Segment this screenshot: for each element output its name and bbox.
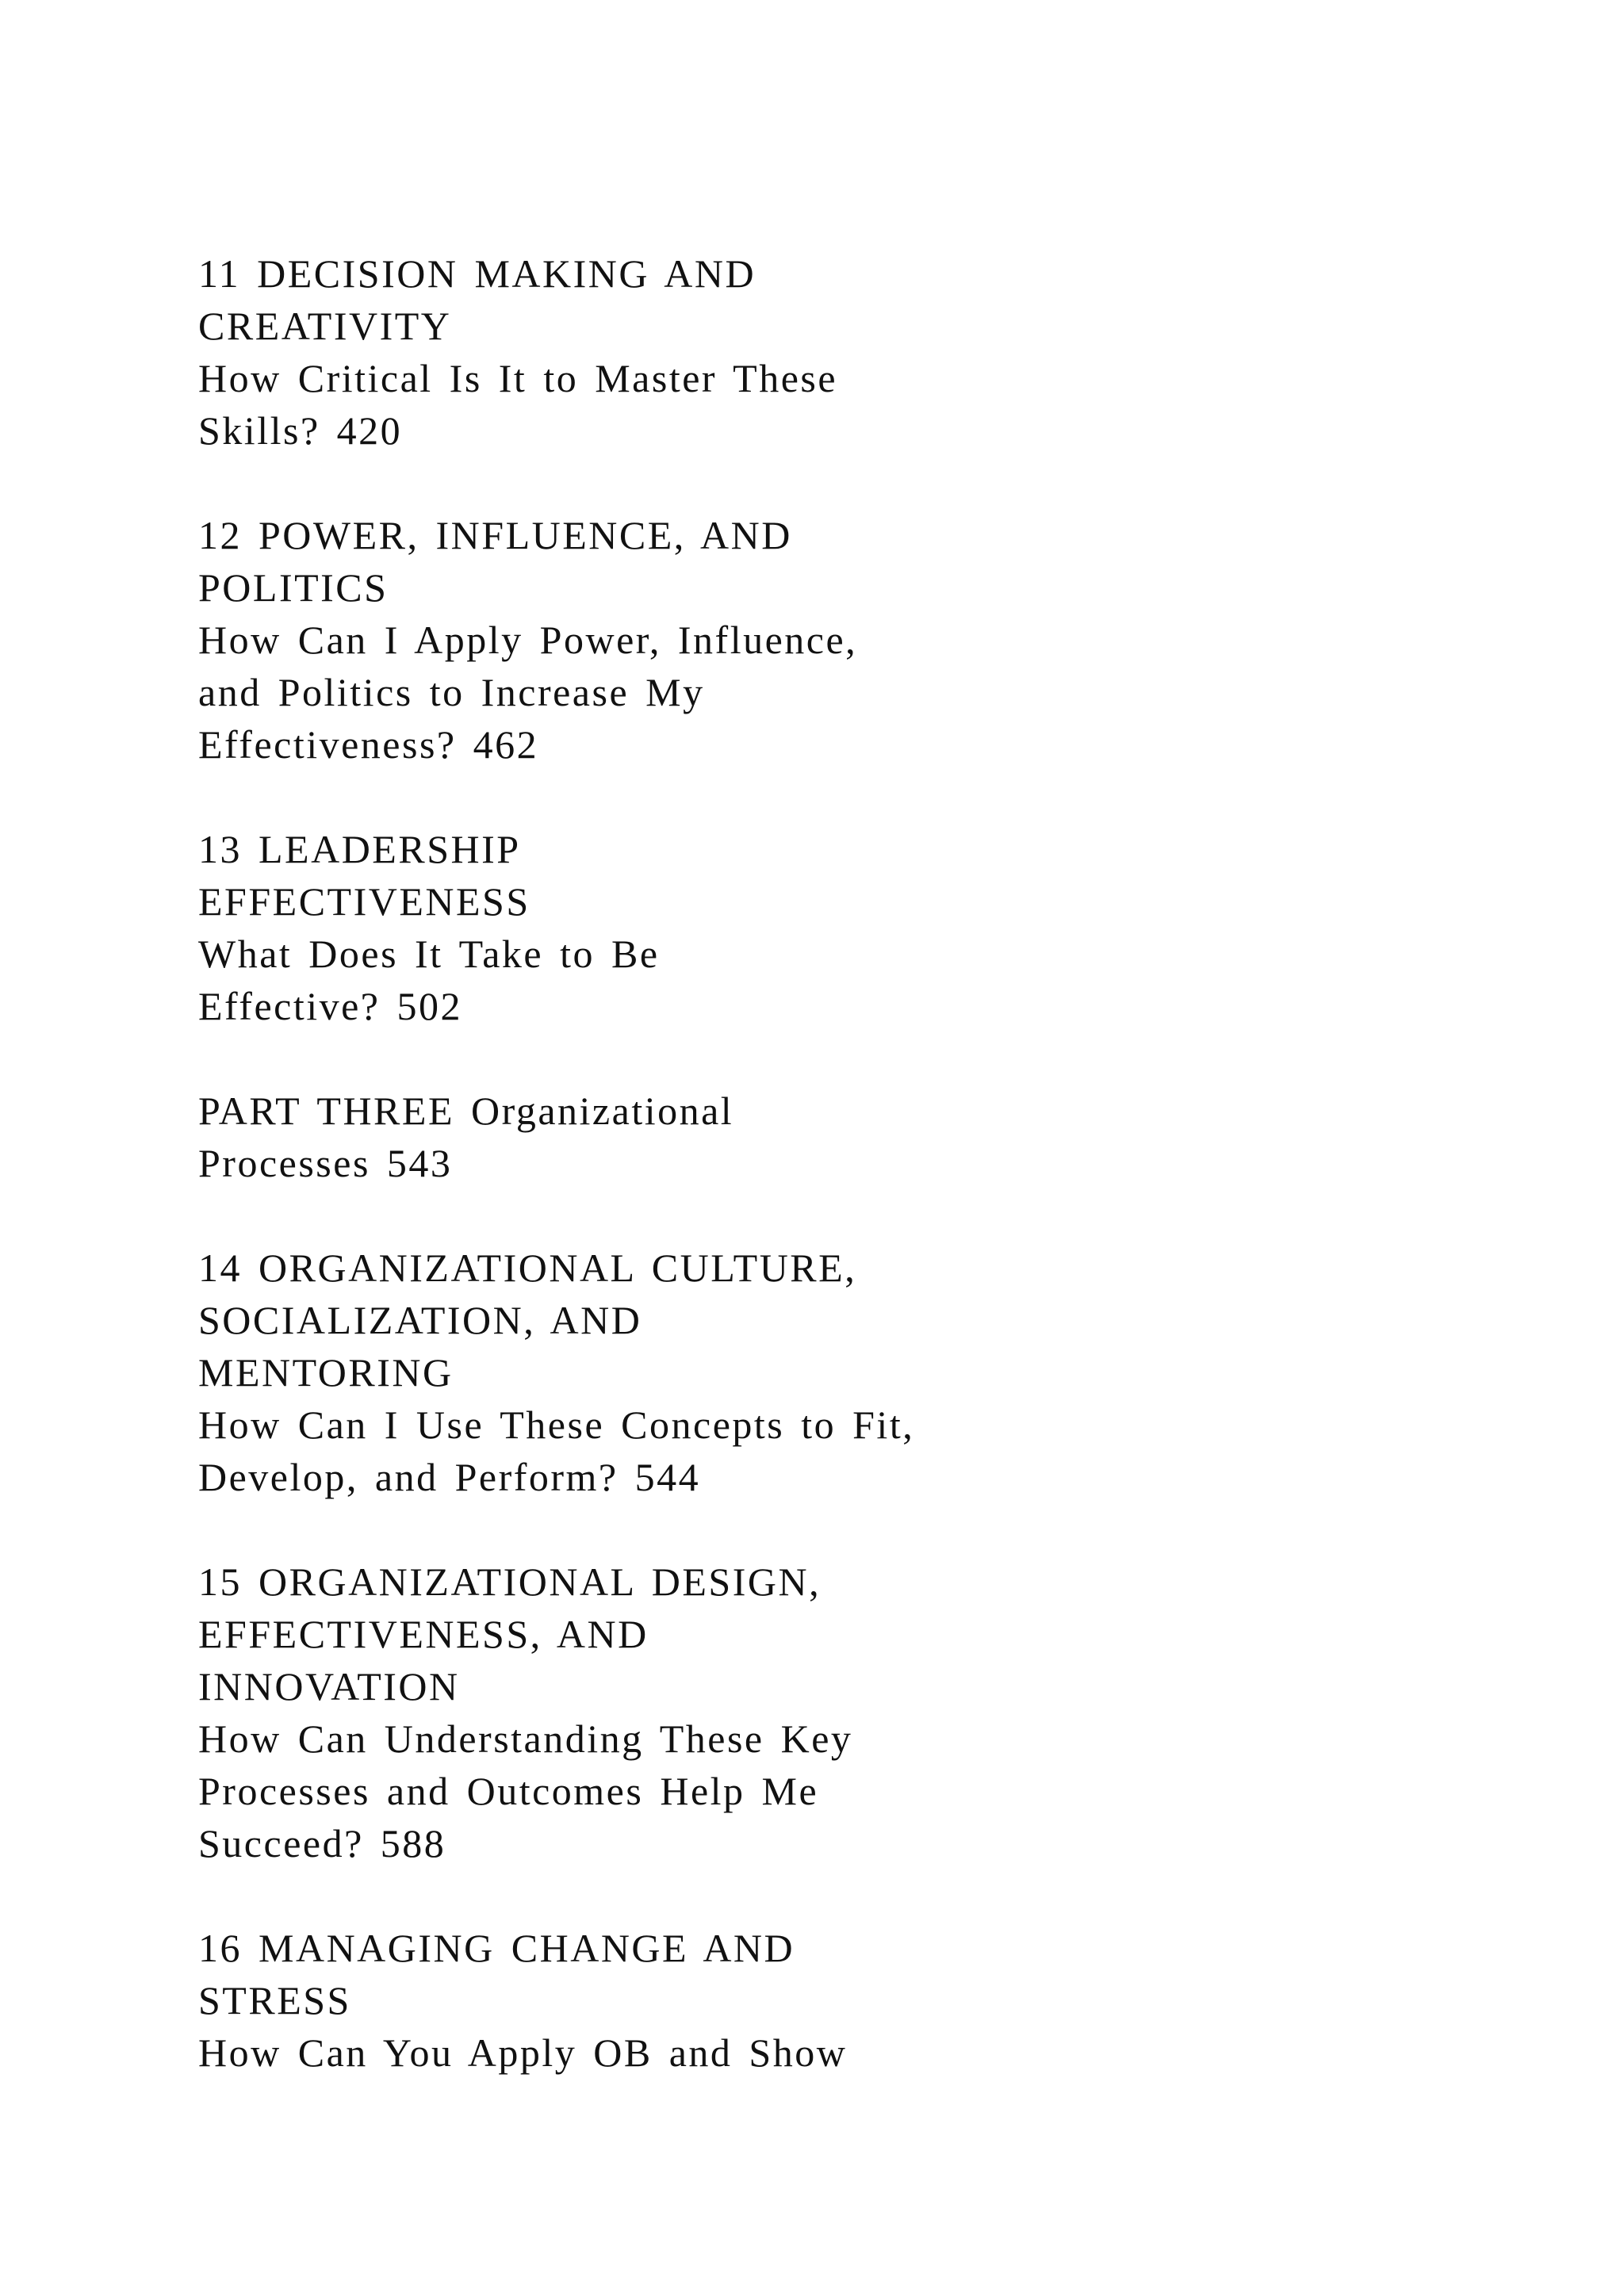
chapter-subtitle: How Critical Is It to Master These [198, 356, 838, 400]
toc-entry-chapter-16 [198, 1922, 1388, 2079]
chapter-heading-continued: EFFECTIVENESS, AND [198, 1612, 649, 1656]
chapter-heading-continued: SOCIALIZATION, AND [198, 1298, 642, 1342]
chapter-heading: 15 ORGANIZATIONAL DESIGN, [198, 1559, 822, 1604]
chapter-heading-continued: POLITICS [198, 565, 389, 610]
chapter-subtitle-page: Effective? 502 [198, 984, 462, 1028]
chapter-subtitle-page: Develop, and Perform? 544 [198, 1455, 701, 1499]
chapter-heading: 16 MANAGING CHANGE AND [198, 1926, 795, 1970]
part-heading: PART THREE Organizational [198, 1089, 734, 1133]
chapter-subtitle-page: Skills? 420 [198, 408, 403, 453]
chapter-heading-continued: MENTORING [198, 1350, 454, 1395]
chapter-subtitle: How Can Understanding These Key [198, 1716, 853, 1761]
chapter-heading-continued: EFFECTIVENESS [198, 879, 530, 924]
chapter-heading-continued: CREATIVITY [198, 304, 452, 348]
chapter-heading: 11 DECISION MAKING AND [198, 251, 756, 296]
chapter-subtitle-page: Succeed? 588 [198, 1821, 446, 1866]
toc-entry-chapter-15 [198, 1556, 1388, 1869]
table-of-contents [198, 247, 1388, 2131]
chapter-subtitle: How Can I Apply Power, Influence, [198, 618, 858, 662]
chapter-subtitle-continued: Processes and Outcomes Help Me [198, 1769, 819, 1813]
chapter-subtitle: How Can I Use These Concepts to Fit, [198, 1402, 915, 1447]
chapter-heading: 12 POWER, INFLUENCE, AND [198, 513, 792, 557]
toc-entry-part-three [198, 1085, 1388, 1189]
toc-entry-chapter-14 [198, 1242, 1388, 1503]
toc-entry-chapter-13 [198, 823, 1388, 1032]
chapter-heading-continued: INNOVATION [198, 1664, 460, 1709]
chapter-heading: 13 LEADERSHIP [198, 827, 521, 871]
toc-entry-chapter-11 [198, 247, 1388, 457]
chapter-subtitle: What Does It Take to Be [198, 932, 660, 976]
chapter-subtitle-page: Effectiveness? 462 [198, 722, 539, 767]
chapter-heading-continued: STRESS [198, 1978, 351, 2022]
chapter-subtitle-continued: and Politics to Increase My [198, 670, 705, 714]
part-heading-page: Processes 543 [198, 1141, 453, 1185]
toc-entry-chapter-12 [198, 509, 1388, 771]
chapter-subtitle: How Can You Apply OB and Show [198, 2030, 848, 2075]
chapter-heading: 14 ORGANIZATIONAL CULTURE, [198, 1246, 857, 1290]
